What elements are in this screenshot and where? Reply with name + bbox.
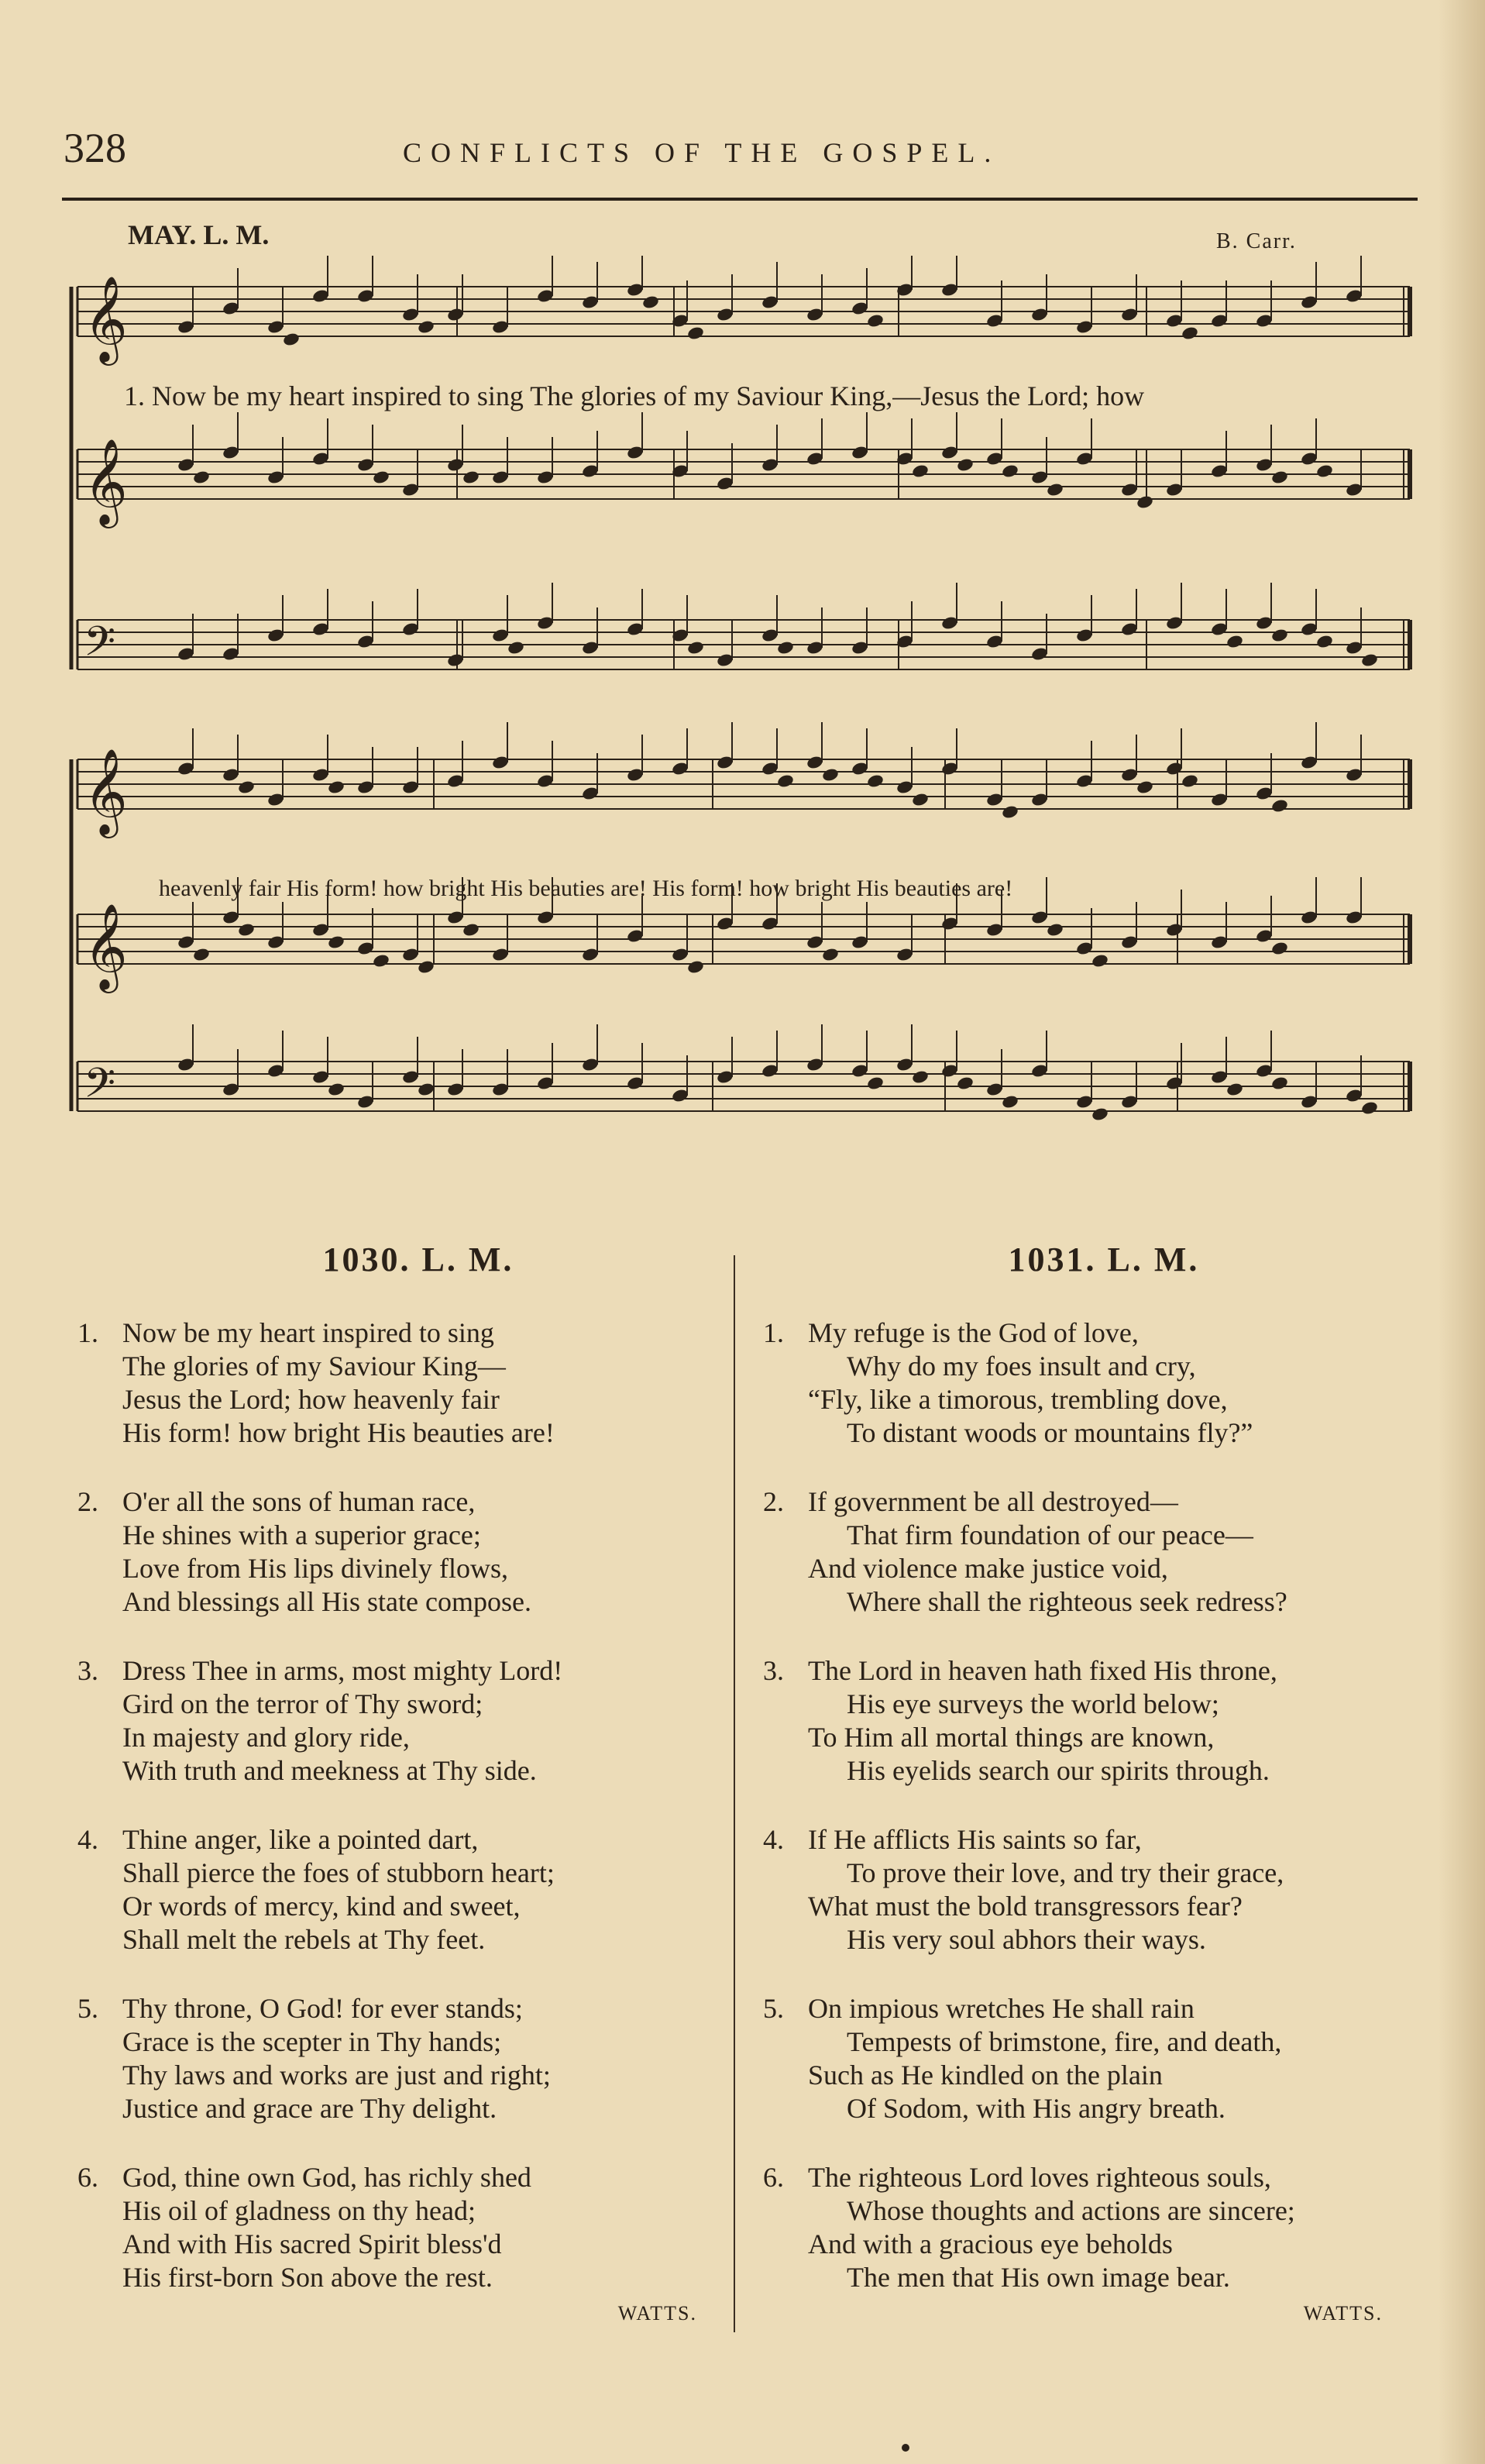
verse-line: And violence make justice void,: [808, 1553, 1168, 1584]
note-head: [956, 457, 975, 473]
verse-line: That firm foundation of our peace—: [847, 1519, 1253, 1550]
note-head: [462, 470, 480, 485]
note-head: [1360, 652, 1379, 668]
note-head: [776, 640, 795, 656]
verse-line: God, thine own God, has richly shed: [122, 2162, 531, 2193]
note-head: [1091, 1106, 1109, 1122]
verse-line: Such as He kindled on the plain: [808, 2060, 1163, 2091]
verse-line: The men that His own image bear.: [847, 2262, 1230, 2293]
note-head: [327, 779, 345, 795]
note-head: [1136, 494, 1154, 510]
note-head: [327, 934, 345, 950]
verse-line: Gird on the terror of Thy sword;: [122, 1688, 483, 1719]
stanza: [77, 1485, 713, 1619]
stanza-number: 6.: [763, 2162, 784, 2193]
note-head: [1181, 325, 1199, 341]
note-head: [1091, 953, 1109, 969]
note-head: [821, 947, 840, 962]
note-head: [1001, 1094, 1019, 1110]
tune-title: MAY. L. M.: [128, 219, 270, 250]
stanza-number: 3.: [763, 1655, 784, 1686]
note-head: [866, 313, 885, 329]
note-head: [417, 319, 435, 335]
hymn-1030: [77, 1240, 713, 2325]
verse-line: To Him all mortal things are known,: [808, 1722, 1215, 1753]
stanza-list: [763, 1316, 1398, 2294]
verse-line: Love from His lips divinely flows,: [122, 1553, 508, 1584]
note-head: [686, 640, 705, 656]
note-head: [237, 779, 256, 795]
page-header: [0, 116, 1485, 178]
treble-clef-icon: 𝄞: [84, 903, 128, 989]
note-head: [776, 773, 795, 789]
note-head: [1225, 1082, 1244, 1097]
stanza: [763, 1823, 1398, 1956]
note-head: [372, 953, 390, 969]
hymn-author: WATTS.: [617, 2302, 697, 2325]
note-head: [956, 1075, 975, 1091]
verse-line: Now be my heart inspired to sing: [122, 1317, 494, 1348]
bass-clef-icon: 𝄢: [84, 1060, 116, 1117]
verse-line: His form! how bright His beauties are!: [122, 1417, 555, 1448]
stanza: [77, 2161, 713, 2294]
verse-line: The righteous Lord loves righteous souls,: [808, 2162, 1271, 2193]
verse-line: Thine anger, like a pointed dart,: [122, 1824, 479, 1855]
stanza-number: 4.: [77, 1824, 98, 1855]
stanza-number: 2.: [77, 1486, 98, 1517]
verse-line: Tempests of brimstone, fire, and death,: [847, 2026, 1282, 2057]
note-head: [1136, 779, 1154, 795]
verse-line: If He afflicts His saints so far,: [808, 1824, 1142, 1855]
verse-line: To distant woods or mountains fly?”: [847, 1417, 1253, 1448]
treble-clef-icon: 𝄞: [84, 275, 128, 362]
stanza-number: 3.: [77, 1655, 98, 1686]
stanza: [763, 1485, 1398, 1619]
note-head: [1315, 463, 1334, 479]
stanza: [763, 1654, 1398, 1788]
printer-mark-dot: [902, 2444, 909, 2452]
verse-line: Thy laws and works are just and right;: [122, 2060, 551, 2091]
note-head: [1270, 1075, 1289, 1091]
note-head: [911, 1069, 930, 1085]
verse-line: Grace is the scepter in Thy hands;: [122, 2026, 502, 2057]
verse-line: To prove their love, and try their grace,: [847, 1857, 1284, 1888]
note-head: [507, 640, 525, 656]
composer-name: B. Carr.: [1216, 229, 1297, 253]
verse-line: What must the bold transgressors fear?: [808, 1891, 1243, 1922]
stanza-number: 5.: [763, 1993, 784, 2024]
verse-line: Dress Thee in arms, most mighty Lord!: [122, 1655, 563, 1686]
stanza-number: 4.: [763, 1824, 784, 1855]
note-head: [417, 1082, 435, 1097]
note-head: [462, 922, 480, 938]
stanza-number: 1.: [77, 1317, 98, 1348]
running-title: CONFLICTS OF THE GOSPEL.: [403, 137, 1001, 168]
note-head: [1270, 798, 1289, 814]
note-head: [192, 947, 211, 962]
verse-line: On impious wretches He shall rain: [808, 1993, 1195, 2024]
verse-line: His oil of gladness on thy head;: [122, 2195, 476, 2226]
verse-line: Thy throne, O God! for ever stands;: [122, 1993, 523, 2024]
hymn-author: WATTS.: [1303, 2302, 1383, 2325]
note-head: [686, 325, 705, 341]
note-head: [1360, 1100, 1379, 1116]
verse-line: And blessings all His state compose.: [122, 1586, 531, 1617]
verse-line: His eyelids search our spirits through.: [847, 1755, 1270, 1786]
note-head: [1181, 773, 1199, 789]
note-head: [1001, 463, 1019, 479]
bass-clef-icon: 𝄢: [84, 618, 116, 676]
score-lyrics-line-2: heavenly fair His form! how bright His beauties are! His form! how bright His beauties are!: [159, 876, 1013, 901]
verse-line: Of Sodom, with His angry breath.: [847, 2093, 1225, 2124]
note-head: [911, 463, 930, 479]
verse-line: In majesty and glory ride,: [122, 1722, 410, 1753]
verse-line: And with His sacred Spirit bless'd: [122, 2228, 502, 2259]
verse-line: Or words of mercy, kind and sweet,: [122, 1891, 521, 1922]
note-head: [1225, 634, 1244, 649]
treble-clef-icon: 𝄞: [84, 748, 128, 835]
note-head: [1315, 634, 1334, 649]
verse-line: And with a gracious eye beholds: [808, 2228, 1173, 2259]
stanza-list: [77, 1316, 713, 2294]
note-head: [1270, 470, 1289, 485]
verse-line: The Lord in heaven hath fixed His throne,: [808, 1655, 1277, 1686]
note-head: [866, 1075, 885, 1091]
verse-line: Justice and grace are Thy delight.: [122, 2093, 497, 2124]
stanza: [77, 1654, 713, 1788]
score-lyrics-line-1: 1. Now be my heart inspired to sing The glories of my Saviour King,—Jesus the Lord; how: [124, 380, 1145, 411]
verse-line: Shall melt the rebels at Thy feet.: [122, 1924, 486, 1955]
note-head: [327, 1082, 345, 1097]
stanza: [763, 2161, 1398, 2294]
verse-line: He shines with a superior grace;: [122, 1519, 481, 1550]
hymn-heading: 1030. L. M.: [322, 1241, 514, 1278]
page-edge-shadow: [1439, 0, 1485, 2464]
header-rule: [62, 198, 1418, 201]
verse-line: His very soul abhors their ways.: [847, 1924, 1206, 1955]
stanza: [77, 1992, 713, 2125]
note-head: [821, 767, 840, 783]
verse-line: Jesus the Lord; how heavenly fair: [122, 1384, 500, 1415]
verse-line: Shall pierce the foes of stubborn heart;: [122, 1857, 555, 1888]
note-head: [686, 959, 705, 975]
hymn-heading: 1031. L. M.: [1008, 1241, 1200, 1278]
verse-line: O'er all the sons of human race,: [122, 1486, 476, 1517]
verse-line: My refuge is the God of love,: [808, 1317, 1139, 1348]
note-head: [1270, 941, 1289, 956]
hymn-1031: [763, 1240, 1398, 2325]
stanza: [77, 1823, 713, 1956]
note-head: [237, 922, 256, 938]
note-head: [282, 332, 301, 347]
verse-line: His first-born Son above the rest.: [122, 2262, 493, 2293]
verse-line: Whose thoughts and actions are sincere;: [847, 2195, 1295, 2226]
verse-line: Where shall the righteous seek redress?: [847, 1586, 1287, 1617]
treble-clef-icon: 𝄞: [84, 438, 128, 525]
note-head: [1046, 482, 1064, 497]
page-number: 328: [64, 125, 126, 171]
stanza: [763, 1992, 1398, 2125]
verse-line: The glories of my Saviour King—: [122, 1351, 506, 1382]
stanza-number: 2.: [763, 1486, 784, 1517]
note-head: [641, 294, 660, 310]
note-head: [192, 470, 211, 485]
verse-line: Why do my foes insult and cry,: [847, 1351, 1196, 1382]
stanza-number: 1.: [763, 1317, 784, 1348]
verse-line: “Fly, like a timorous, trembling dove,: [808, 1384, 1228, 1415]
stanza: [77, 1316, 713, 1450]
verse-line: With truth and meekness at Thy side.: [122, 1755, 537, 1786]
note-head: [1046, 922, 1064, 938]
note-head: [911, 792, 930, 807]
verse-line: If government be all destroyed—: [808, 1486, 1178, 1517]
stanza-number: 5.: [77, 1993, 98, 2024]
note-head: [1270, 628, 1289, 643]
stanza: [763, 1316, 1398, 1450]
verse-line: His eye surveys the world below;: [847, 1688, 1219, 1719]
note-head: [1001, 804, 1019, 820]
note-head: [372, 470, 390, 485]
note-head: [417, 959, 435, 975]
column-divider: [734, 1255, 735, 2332]
note-head: [866, 773, 885, 789]
stanza-number: 6.: [77, 2162, 98, 2193]
